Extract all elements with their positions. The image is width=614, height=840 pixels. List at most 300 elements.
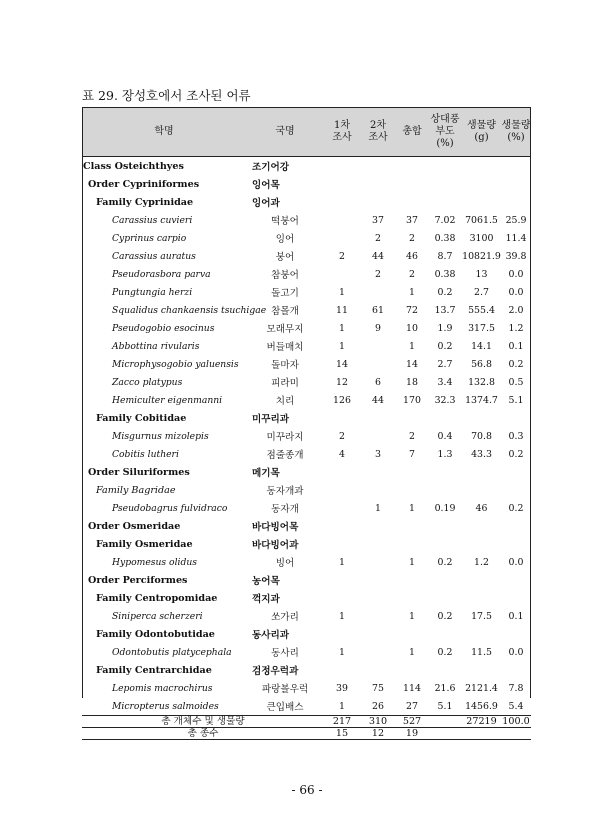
relative-abundance-cell bbox=[428, 175, 462, 193]
biomass-percent-cell: 2.0 bbox=[508, 304, 524, 316]
first-survey-cell: 14 bbox=[336, 358, 348, 370]
relative-abundance-cell bbox=[428, 481, 462, 499]
first-survey-cell bbox=[324, 463, 360, 481]
total-cell bbox=[396, 481, 428, 499]
total-cell bbox=[396, 589, 428, 607]
relative-abundance-cell: 2.7 bbox=[437, 358, 453, 370]
biomass-percent-cell bbox=[501, 625, 531, 643]
relative-abundance-cell: 5.1 bbox=[437, 700, 453, 712]
summary-total-row bbox=[82, 716, 531, 728]
relative-abundance-cell: 0.2 bbox=[437, 286, 453, 298]
biomass-percent-cell: 5.1 bbox=[508, 394, 524, 406]
biomass-percent-cell: 0.1 bbox=[508, 610, 524, 622]
second-survey-cell bbox=[360, 517, 396, 535]
first-survey-cell bbox=[324, 265, 360, 283]
biomass-cell: 11.5 bbox=[471, 646, 492, 658]
biomass-cell: 317.5 bbox=[468, 322, 495, 334]
table-row bbox=[82, 247, 531, 265]
korean-name-cell: 점줄종개 bbox=[266, 450, 304, 461]
relative-abundance-cell: 3.4 bbox=[437, 376, 453, 388]
total-cell: 1 bbox=[409, 502, 415, 514]
first-survey-cell bbox=[324, 175, 360, 193]
scientific-name-cell: Family Cobitidae bbox=[96, 412, 187, 424]
relative-abundance-cell: 0.2 bbox=[437, 340, 453, 352]
biomass-percent-cell bbox=[501, 571, 531, 589]
summary-total-biomass-pct: 100.0 bbox=[502, 716, 530, 727]
first-survey-cell bbox=[324, 157, 360, 176]
second-survey-cell bbox=[360, 643, 396, 661]
korean-name-cell: 잉어과 bbox=[252, 198, 280, 209]
header-biomass-percent: 생물량 (%) bbox=[501, 108, 531, 157]
first-survey-cell: 2 bbox=[339, 250, 345, 262]
korean-name-cell: 바다빙어과 bbox=[252, 540, 299, 551]
second-survey-cell bbox=[360, 607, 396, 625]
biomass-percent-cell: 0.1 bbox=[508, 340, 524, 352]
biomass-cell bbox=[462, 625, 501, 643]
relative-abundance-cell bbox=[428, 517, 462, 535]
second-survey-cell bbox=[360, 355, 396, 373]
second-survey-cell bbox=[360, 409, 396, 427]
scientific-name-cell: Hypomesus olidus bbox=[112, 556, 197, 568]
biomass-percent-cell bbox=[501, 409, 531, 427]
biomass-percent-cell bbox=[501, 193, 531, 211]
relative-abundance-cell: 0.19 bbox=[434, 502, 456, 514]
table-row bbox=[82, 319, 531, 337]
korean-name-cell: 붕어 bbox=[275, 252, 295, 263]
total-cell: 1 bbox=[409, 286, 415, 298]
scientific-name-cell: Order Perciformes bbox=[88, 574, 188, 586]
relative-abundance-cell: 21.6 bbox=[434, 682, 456, 694]
second-survey-cell bbox=[360, 175, 396, 193]
table-row bbox=[82, 499, 531, 517]
korean-name-cell: 미꾸라지 bbox=[266, 432, 304, 443]
biomass-cell: 70.8 bbox=[471, 430, 492, 442]
biomass-percent-cell: 0.2 bbox=[508, 448, 524, 460]
table-row bbox=[82, 445, 531, 463]
relative-abundance-cell: 8.7 bbox=[437, 250, 453, 262]
summary-total-first: 217 bbox=[324, 716, 360, 728]
biomass-cell bbox=[462, 481, 501, 499]
table-row bbox=[82, 283, 531, 301]
biomass-percent-cell bbox=[501, 157, 531, 176]
first-survey-cell bbox=[324, 571, 360, 589]
korean-name-cell: 피라미 bbox=[271, 378, 299, 389]
scientific-name-cell: Microphysogobio yaluensis bbox=[112, 358, 239, 370]
first-survey-cell: 126 bbox=[333, 394, 351, 406]
relative-abundance-cell bbox=[428, 625, 462, 643]
total-cell bbox=[396, 157, 428, 176]
total-cell: 114 bbox=[403, 682, 421, 694]
biomass-cell bbox=[462, 463, 501, 481]
summary-species-first: 15 bbox=[324, 728, 360, 740]
korean-name-cell: 농어목 bbox=[252, 576, 280, 587]
total-cell: 14 bbox=[406, 358, 418, 370]
second-survey-cell: 44 bbox=[372, 394, 384, 406]
korean-name-cell: 빙어 bbox=[275, 558, 295, 569]
table-row bbox=[82, 661, 531, 679]
first-survey-cell bbox=[324, 211, 360, 229]
first-survey-cell bbox=[324, 499, 360, 517]
total-cell bbox=[396, 175, 428, 193]
second-survey-cell bbox=[360, 535, 396, 553]
second-survey-cell: 2 bbox=[375, 232, 381, 244]
biomass-percent-cell bbox=[501, 517, 531, 535]
second-survey-cell: 37 bbox=[372, 214, 384, 226]
korean-name-cell: 꺽지과 bbox=[252, 594, 280, 605]
scientific-name-cell: Abbottina rivularis bbox=[112, 340, 200, 352]
biomass-cell: 43.3 bbox=[471, 448, 492, 460]
relative-abundance-cell: 0.2 bbox=[437, 610, 453, 622]
relative-abundance-cell: 32.3 bbox=[434, 394, 456, 406]
second-survey-cell bbox=[360, 589, 396, 607]
total-cell: 1 bbox=[409, 646, 415, 658]
scientific-name-cell: Cobitis lutheri bbox=[112, 448, 179, 460]
biomass-cell: 46 bbox=[475, 502, 488, 514]
second-survey-cell bbox=[360, 337, 396, 355]
total-cell: 2 bbox=[409, 430, 415, 442]
biomass-percent-cell: 25.9 bbox=[505, 214, 527, 226]
biomass-cell bbox=[462, 157, 501, 176]
biomass-percent-cell bbox=[501, 463, 531, 481]
scientific-name-cell: Pseudorasbora parva bbox=[112, 268, 211, 280]
korean-name-cell: 검정우럭과 bbox=[252, 666, 299, 677]
total-cell: 10 bbox=[406, 322, 418, 334]
table-row bbox=[82, 157, 531, 176]
biomass-cell bbox=[462, 571, 501, 589]
first-survey-cell: 1 bbox=[339, 340, 345, 352]
total-cell bbox=[396, 661, 428, 679]
relative-abundance-cell bbox=[428, 409, 462, 427]
relative-abundance-cell: 0.2 bbox=[437, 646, 453, 658]
relative-abundance-cell bbox=[428, 571, 462, 589]
relative-abundance-cell bbox=[428, 589, 462, 607]
biomass-percent-cell: 5.4 bbox=[508, 700, 524, 712]
second-survey-cell bbox=[360, 463, 396, 481]
total-cell bbox=[396, 535, 428, 553]
table-row bbox=[82, 535, 531, 553]
biomass-percent-cell: 0.0 bbox=[508, 646, 524, 658]
table-row bbox=[82, 301, 531, 319]
summary-total-total: 527 bbox=[396, 716, 428, 728]
relative-abundance-cell: 0.4 bbox=[437, 430, 453, 442]
biomass-percent-cell bbox=[501, 535, 531, 553]
table-row bbox=[82, 643, 531, 661]
scientific-name-cell: Siniperca scherzeri bbox=[112, 610, 203, 622]
table-row bbox=[82, 553, 531, 571]
summary-total-biomass: 27219 bbox=[462, 716, 501, 728]
biomass-cell: 1456.9 bbox=[465, 700, 498, 712]
biomass-percent-cell bbox=[501, 661, 531, 679]
first-survey-cell bbox=[324, 589, 360, 607]
scientific-name-cell: Family Bagridae bbox=[96, 484, 176, 496]
summary-species-second: 12 bbox=[360, 728, 396, 740]
korean-name-cell: 잉어 bbox=[275, 234, 295, 245]
table-row bbox=[82, 175, 531, 193]
relative-abundance-cell bbox=[428, 661, 462, 679]
total-cell bbox=[396, 571, 428, 589]
summary-species-total: 19 bbox=[396, 728, 428, 740]
scientific-name-cell: Pungtungia herzi bbox=[112, 286, 193, 298]
summary-total-second: 310 bbox=[360, 716, 396, 728]
korean-name-cell: 동자개과 bbox=[266, 486, 304, 497]
scientific-name-cell: Family Odontobutidae bbox=[96, 628, 215, 640]
second-survey-cell: 75 bbox=[372, 682, 384, 694]
relative-abundance-cell: 0.2 bbox=[437, 556, 453, 568]
korean-name-cell: 조기어강 bbox=[252, 162, 290, 173]
first-survey-cell: 1 bbox=[339, 286, 345, 298]
total-cell: 1 bbox=[409, 610, 415, 622]
korean-name-cell: 동사리과 bbox=[252, 630, 290, 641]
first-survey-cell: 1 bbox=[339, 610, 345, 622]
fish-survey-table bbox=[82, 107, 531, 740]
scientific-name-cell: Family Cyprinidae bbox=[96, 196, 194, 208]
biomass-cell bbox=[462, 517, 501, 535]
biomass-cell: 132.8 bbox=[468, 376, 495, 388]
first-survey-cell bbox=[324, 409, 360, 427]
scientific-name-cell: Odontobutis platycephala bbox=[112, 646, 232, 658]
table-row bbox=[82, 571, 531, 589]
table-row bbox=[82, 265, 531, 283]
second-survey-cell: 61 bbox=[372, 304, 384, 316]
scientific-name-cell: Order Siluriformes bbox=[88, 466, 190, 478]
biomass-cell bbox=[462, 193, 501, 211]
biomass-percent-cell bbox=[501, 481, 531, 499]
scientific-name-cell: Micropterus salmoides bbox=[112, 700, 219, 712]
scientific-name-cell: Class Osteichthyes bbox=[83, 160, 184, 172]
scientific-name-cell: Order Osmeridae bbox=[88, 520, 181, 532]
scientific-name-cell: Misgurnus mizolepis bbox=[112, 430, 209, 442]
header-second-survey: 2차 조사 bbox=[360, 108, 396, 157]
table-row bbox=[82, 211, 531, 229]
relative-abundance-cell: 1.3 bbox=[437, 448, 453, 460]
korean-name-cell: 파랑볼우럭 bbox=[261, 684, 309, 695]
biomass-percent-cell: 11.4 bbox=[505, 232, 527, 244]
header-korean-name: 국명 bbox=[246, 108, 324, 157]
korean-name-cell: 떡붕어 bbox=[271, 216, 299, 227]
biomass-percent-cell: 39.8 bbox=[505, 250, 527, 262]
korean-name-cell: 잉어목 bbox=[252, 180, 280, 191]
biomass-cell: 56.8 bbox=[471, 358, 492, 370]
biomass-cell: 13 bbox=[475, 268, 488, 280]
biomass-percent-cell bbox=[501, 175, 531, 193]
biomass-percent-cell: 0.0 bbox=[508, 268, 524, 280]
header-row bbox=[82, 108, 531, 157]
summary-species-label: 총 종수 bbox=[82, 728, 324, 740]
biomass-cell: 1374.7 bbox=[465, 394, 498, 406]
biomass-cell: 3100 bbox=[469, 232, 494, 244]
biomass-percent-cell: 0.0 bbox=[508, 286, 524, 298]
biomass-percent-cell bbox=[501, 589, 531, 607]
table-row bbox=[82, 463, 531, 481]
total-cell: 46 bbox=[406, 250, 418, 262]
korean-name-cell: 큰입배스 bbox=[266, 702, 304, 713]
scientific-name-cell: Family Centrarchidae bbox=[96, 664, 212, 676]
table-row bbox=[82, 679, 531, 697]
scientific-name-cell: Pseudogobio esocinus bbox=[112, 322, 215, 334]
first-survey-cell: 1 bbox=[339, 646, 345, 658]
total-cell bbox=[396, 625, 428, 643]
biomass-percent-cell: 0.0 bbox=[508, 556, 524, 568]
biomass-percent-cell: 1.2 bbox=[508, 322, 524, 334]
first-survey-cell: 11 bbox=[336, 304, 348, 316]
relative-abundance-cell bbox=[428, 463, 462, 481]
biomass-cell bbox=[462, 409, 501, 427]
total-cell: 1 bbox=[409, 340, 415, 352]
table-row bbox=[82, 607, 531, 625]
second-survey-cell bbox=[360, 661, 396, 679]
korean-name-cell: 바다빙어목 bbox=[252, 522, 299, 533]
biomass-cell: 7061.5 bbox=[465, 214, 498, 226]
biomass-percent-cell: 0.2 bbox=[508, 502, 524, 514]
second-survey-cell: 6 bbox=[375, 376, 381, 388]
second-survey-cell: 1 bbox=[375, 502, 381, 514]
scientific-name-cell: Lepomis macrochirus bbox=[112, 682, 213, 694]
first-survey-cell: 4 bbox=[339, 448, 345, 460]
summary-total-label: 총 개체수 및 생물량 bbox=[82, 716, 324, 728]
first-survey-cell: 2 bbox=[339, 430, 345, 442]
scientific-name-cell: Order Cypriniformes bbox=[88, 178, 200, 190]
header-total: 총합 bbox=[396, 108, 428, 157]
second-survey-cell bbox=[360, 157, 396, 176]
second-survey-cell bbox=[360, 571, 396, 589]
relative-abundance-cell: 1.9 bbox=[437, 322, 453, 334]
scientific-name-cell: Family Osmeridae bbox=[96, 538, 193, 550]
table-row bbox=[82, 193, 531, 211]
total-cell: 2 bbox=[409, 268, 415, 280]
table-row bbox=[82, 337, 531, 355]
korean-name-cell: 미꾸리과 bbox=[252, 414, 290, 425]
second-survey-cell: 26 bbox=[372, 700, 384, 712]
second-survey-cell bbox=[360, 193, 396, 211]
relative-abundance-cell bbox=[428, 535, 462, 553]
total-cell: 7 bbox=[409, 448, 415, 460]
first-survey-cell: 1 bbox=[339, 556, 345, 568]
korean-name-cell: 쏘가리 bbox=[271, 612, 299, 623]
scientific-name-cell: Cyprinus carpio bbox=[112, 232, 187, 244]
summary-species-row bbox=[82, 728, 531, 740]
first-survey-cell bbox=[324, 229, 360, 247]
scientific-name-cell: Pseudobagrus fulvidraco bbox=[112, 502, 228, 514]
second-survey-cell bbox=[360, 481, 396, 499]
biomass-cell: 2121.4 bbox=[465, 682, 498, 694]
total-cell bbox=[396, 463, 428, 481]
header-scientific-name: 학명 bbox=[82, 108, 246, 157]
total-cell: 37 bbox=[406, 214, 418, 226]
table-row bbox=[82, 517, 531, 535]
total-cell: 1 bbox=[409, 556, 415, 568]
relative-abundance-cell bbox=[428, 157, 462, 176]
summary-total-ra bbox=[428, 716, 462, 728]
page-number: - 66 - bbox=[291, 783, 323, 797]
first-survey-cell bbox=[324, 193, 360, 211]
table-row bbox=[82, 481, 531, 499]
biomass-cell: 10821.9 bbox=[462, 250, 501, 262]
header-relative-abundance: 상대풍 부도 (%) bbox=[428, 108, 462, 157]
first-survey-cell bbox=[324, 535, 360, 553]
table-row bbox=[82, 625, 531, 643]
first-survey-cell bbox=[324, 481, 360, 499]
biomass-percent-cell: 7.8 bbox=[508, 682, 524, 694]
biomass-cell: 1.2 bbox=[474, 556, 489, 568]
second-survey-cell bbox=[360, 625, 396, 643]
scientific-name-cell: Squalidus chankaensis tsuchigae bbox=[112, 304, 267, 316]
second-survey-cell bbox=[360, 553, 396, 571]
header-first-survey: 1차 조사 bbox=[324, 108, 360, 157]
relative-abundance-cell: 0.38 bbox=[434, 268, 456, 280]
table-row bbox=[82, 355, 531, 373]
second-survey-cell: 9 bbox=[375, 322, 381, 334]
table-row bbox=[82, 589, 531, 607]
total-cell: 2 bbox=[409, 232, 415, 244]
table-row bbox=[82, 409, 531, 427]
korean-name-cell: 돌마자 bbox=[271, 360, 299, 371]
korean-name-cell: 버들매치 bbox=[266, 342, 304, 353]
biomass-cell bbox=[462, 589, 501, 607]
korean-name-cell: 메기목 bbox=[252, 468, 280, 479]
first-survey-cell: 12 bbox=[336, 376, 348, 388]
biomass-cell: 2.7 bbox=[474, 286, 489, 298]
scientific-name-cell: Carassius auratus bbox=[112, 250, 196, 262]
first-survey-cell: 39 bbox=[336, 682, 348, 694]
scientific-name-cell: Zacco platypus bbox=[112, 376, 183, 388]
second-survey-cell: 44 bbox=[372, 250, 384, 262]
first-survey-cell bbox=[324, 625, 360, 643]
table-row bbox=[82, 391, 531, 409]
korean-name-cell: 참붕어 bbox=[271, 270, 299, 281]
biomass-cell: 14.1 bbox=[471, 340, 492, 352]
second-survey-cell bbox=[360, 283, 396, 301]
biomass-cell: 555.4 bbox=[468, 304, 495, 316]
scientific-name-cell: Family Centropomidae bbox=[96, 592, 218, 604]
korean-name-cell: 동자개 bbox=[271, 504, 299, 515]
biomass-cell bbox=[462, 175, 501, 193]
first-survey-cell bbox=[324, 517, 360, 535]
table-caption: 표 29. 장성호에서 조사된 어류 bbox=[82, 88, 251, 103]
table-row bbox=[82, 373, 531, 391]
total-cell: 72 bbox=[406, 304, 418, 316]
second-survey-cell: 3 bbox=[375, 448, 381, 460]
relative-abundance-cell: 13.7 bbox=[434, 304, 456, 316]
korean-name-cell: 참몰개 bbox=[271, 306, 299, 317]
korean-name-cell: 모래무지 bbox=[266, 324, 304, 335]
biomass-cell bbox=[462, 661, 501, 679]
biomass-percent-cell: 0.2 bbox=[508, 358, 524, 370]
korean-name-cell: 치리 bbox=[275, 396, 295, 407]
first-survey-cell bbox=[324, 661, 360, 679]
scientific-name-cell: Carassius cuvieri bbox=[112, 214, 193, 226]
biomass-cell: 17.5 bbox=[471, 610, 492, 622]
korean-name-cell: 동사리 bbox=[271, 648, 299, 659]
header-biomass: 생물량 (g) bbox=[462, 108, 501, 157]
total-cell bbox=[396, 409, 428, 427]
biomass-percent-cell: 0.5 bbox=[508, 376, 524, 388]
scientific-name-cell: Hemiculter eigenmanni bbox=[112, 394, 223, 406]
total-cell: 27 bbox=[406, 700, 418, 712]
table-row bbox=[82, 229, 531, 247]
korean-name-cell: 돌고기 bbox=[271, 288, 299, 299]
table-row bbox=[82, 427, 531, 445]
relative-abundance-cell: 7.02 bbox=[434, 214, 456, 226]
total-cell bbox=[396, 517, 428, 535]
second-survey-cell bbox=[360, 427, 396, 445]
total-cell: 18 bbox=[406, 376, 418, 388]
first-survey-cell: 1 bbox=[339, 322, 345, 334]
biomass-cell bbox=[462, 535, 501, 553]
first-survey-cell: 1 bbox=[339, 700, 345, 712]
table-row bbox=[82, 697, 531, 716]
relative-abundance-cell: 0.38 bbox=[434, 232, 456, 244]
total-cell: 170 bbox=[403, 394, 421, 406]
